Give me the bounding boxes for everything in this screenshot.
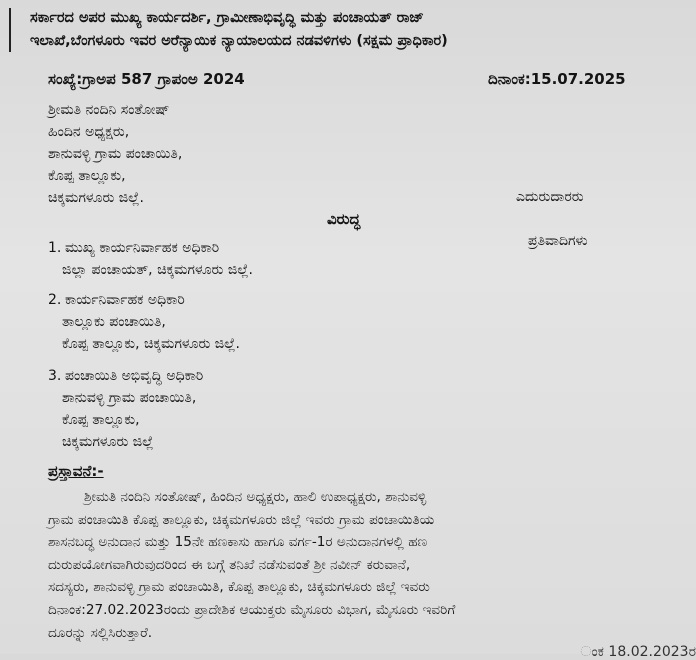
respondent-number: 3. (48, 368, 62, 384)
versus-heading: ವಿರುದ್ಧ (327, 210, 361, 228)
respondent-number: 1. (48, 240, 62, 256)
preamble-line: ಗ್ರಾಮ ಪಂಚಾಯಿತಿ ಕೊಪ್ಪ ತಾಲ್ಲೂಕು, ಚಿಕ್ಕಮಗಳೂರು ಜಿಲ್ಲೆ ಇವರು ಗ್ರಾಮ ಪಂಚಾಯಿತಿಯ (48, 511, 435, 528)
complainant-line: ಹಿಂದಿನ ಅಧ್ಯಕ್ಷರು, (48, 124, 130, 140)
header-line-1: ಸರ್ಕಾರದ ಅಪರ ಮುಖ್ಯ ಕಾರ್ಯದರ್ಶಿ, ಗ್ರಾಮೀಣಾಭಿವೃದ್ಧಿ ಮತ್ತು ಪಂಚಾಯತ್ ರಾಜ್ (30, 10, 424, 26)
preamble-line: ಶಾಸನಬದ್ಧ ಅನುದಾನ ಮತ್ತು 15ನೇ ಹಣಕಾಸು ಹಾಗೂ ವರ್ಗ-1ರ ಅನುದಾನಗಳಲ್ಲಿ ಹಣ (48, 534, 428, 551)
order-date: ದಿನಾಂಕ:15.07.2025 (488, 70, 626, 88)
margin-mark (9, 8, 11, 52)
preamble-line: ದಿನಾಂಕ:27.02.2023ರಂದು ಪ್ರಾದೇಶಿಕ ಆಯುಕ್ತರು ಮೈಸೂರು ವಿಭಾಗ, ಮೈಸೂರು ಇವರಿಗೆ (48, 601, 456, 618)
respondent-title: ಪಂಚಾಯಿತಿ ಅಭಿವೃದ್ಧಿ ಅಧಿಕಾರಿ (65, 368, 204, 384)
respondent-address: ಕೊಪ್ಪ ತಾಲ್ಲೂಕು, ಚಿಕ್ಕಮಗಳೂರು ಜಿಲ್ಲೆ. (62, 336, 240, 352)
respondent-address: ಚಿಕ್ಕಮಗಳೂರು ಜಿಲ್ಲೆ (62, 434, 154, 450)
respondent-number: 2. (48, 292, 62, 308)
preamble-line: ಸದಸ್ಯರು, ಶಾನುವಳ್ಳಿ ಗ್ರಾಮ ಪಂಚಾಯಿತಿ, ಕೊಪ್ಪ ತಾಲ್ಲೂಕು, ಚಿಕ್ಕಮಗಳೂರು ಜಿಲ್ಲೆ ಇವರು (48, 579, 430, 596)
preamble-line: ದೂರನ್ನು ಸಲ್ಲಿಸಿರುತ್ತಾರೆ. (48, 624, 153, 641)
preamble-line: ದುರುಪಯೋಗವಾಗಿರುವುದರಿಂದ ಈ ಬಗ್ಗೆ ತನಿಖೆ ನಡೆಸುವಂತೆ ಶ್ರೀ ನವೀನ್ ಕರುವಾನೆ, (48, 556, 411, 573)
cut-off-text: ಂಕ 18.02.2023ರ (580, 644, 696, 660)
respondent-address: ಜಿಲ್ಲಾ ಪಂಚಾಯತ್, ಚಿಕ್ಕಮಗಳೂರು ಜಿಲ್ಲೆ. (62, 262, 253, 278)
reference-number: ಸಂಖ್ಯೆ:ಗ್ರಾಅಪ 587 ಗ್ರಾಪಂಅ 2024 (48, 70, 245, 88)
respondent-title: ಕಾರ್ಯನಿರ್ವಾಹಕ ಅಧಿಕಾರಿ (65, 292, 185, 308)
complainant-line: ಚಿಕ್ಕಮಗಳೂರು ಜಿಲ್ಲೆ. (48, 190, 144, 206)
respondent-address: ಕೊಪ್ಪ ತಾಲ್ಲೂಕು, (62, 412, 140, 428)
preamble-line: ಶ್ರೀಮತಿ ನಂದಿನಿ ಸಂತೋಷ್, ಹಿಂದಿನ ಅಧ್ಯಕ್ಷರು, ಹಾಲಿ ಉಪಾಧ್ಯಕ್ಷರು, ಶಾನುವಳ್ಳಿ (84, 489, 427, 505)
preamble-paragraph (48, 486, 648, 644)
complainant-line: ಕೊಪ್ಪ ತಾಲ್ಲೂಕು, (48, 168, 126, 184)
complainant-role: ಎದುರುದಾರರು (516, 189, 584, 205)
respondent-address: ತಾಲ್ಲೂಕು ಪಂಚಾಯಿತಿ, (62, 314, 166, 330)
complainant-line: ಶ್ರೀಮತಿ ನಂದಿನಿ ಸಂತೋಷ್ (48, 102, 170, 118)
respondent-address: ಶಾನುವಳ್ಳಿ ಗ್ರಾಮ ಪಂಚಾಯಿತಿ, (62, 390, 197, 406)
respondent-title: ಮುಖ್ಯ ಕಾರ್ಯನಿರ್ವಾಹಕ ಅಧಿಕಾರಿ (65, 240, 220, 256)
header-line-2: ಇಲಾಖೆ,ಬೆಂಗಳೂರು ಇವರ ಅರೆನ್ಯಾಯಿಕ ನ್ಯಾಯಾಲಯದ ನಡವಳಿಗಳು (ಸಕ್ಷಮ ಪ್ರಾಧಿಕಾರ) (30, 33, 448, 49)
respondents-label: ಪ್ರತಿವಾದಿಗಳು (528, 233, 588, 249)
complainant-line: ಶಾನುವಳ್ಳಿ ಗ್ರಾಮ ಪಂಚಾಯಿತಿ, (48, 146, 183, 162)
preamble-heading: ಪ್ರಸ್ತಾವನೆ:- (48, 462, 104, 480)
